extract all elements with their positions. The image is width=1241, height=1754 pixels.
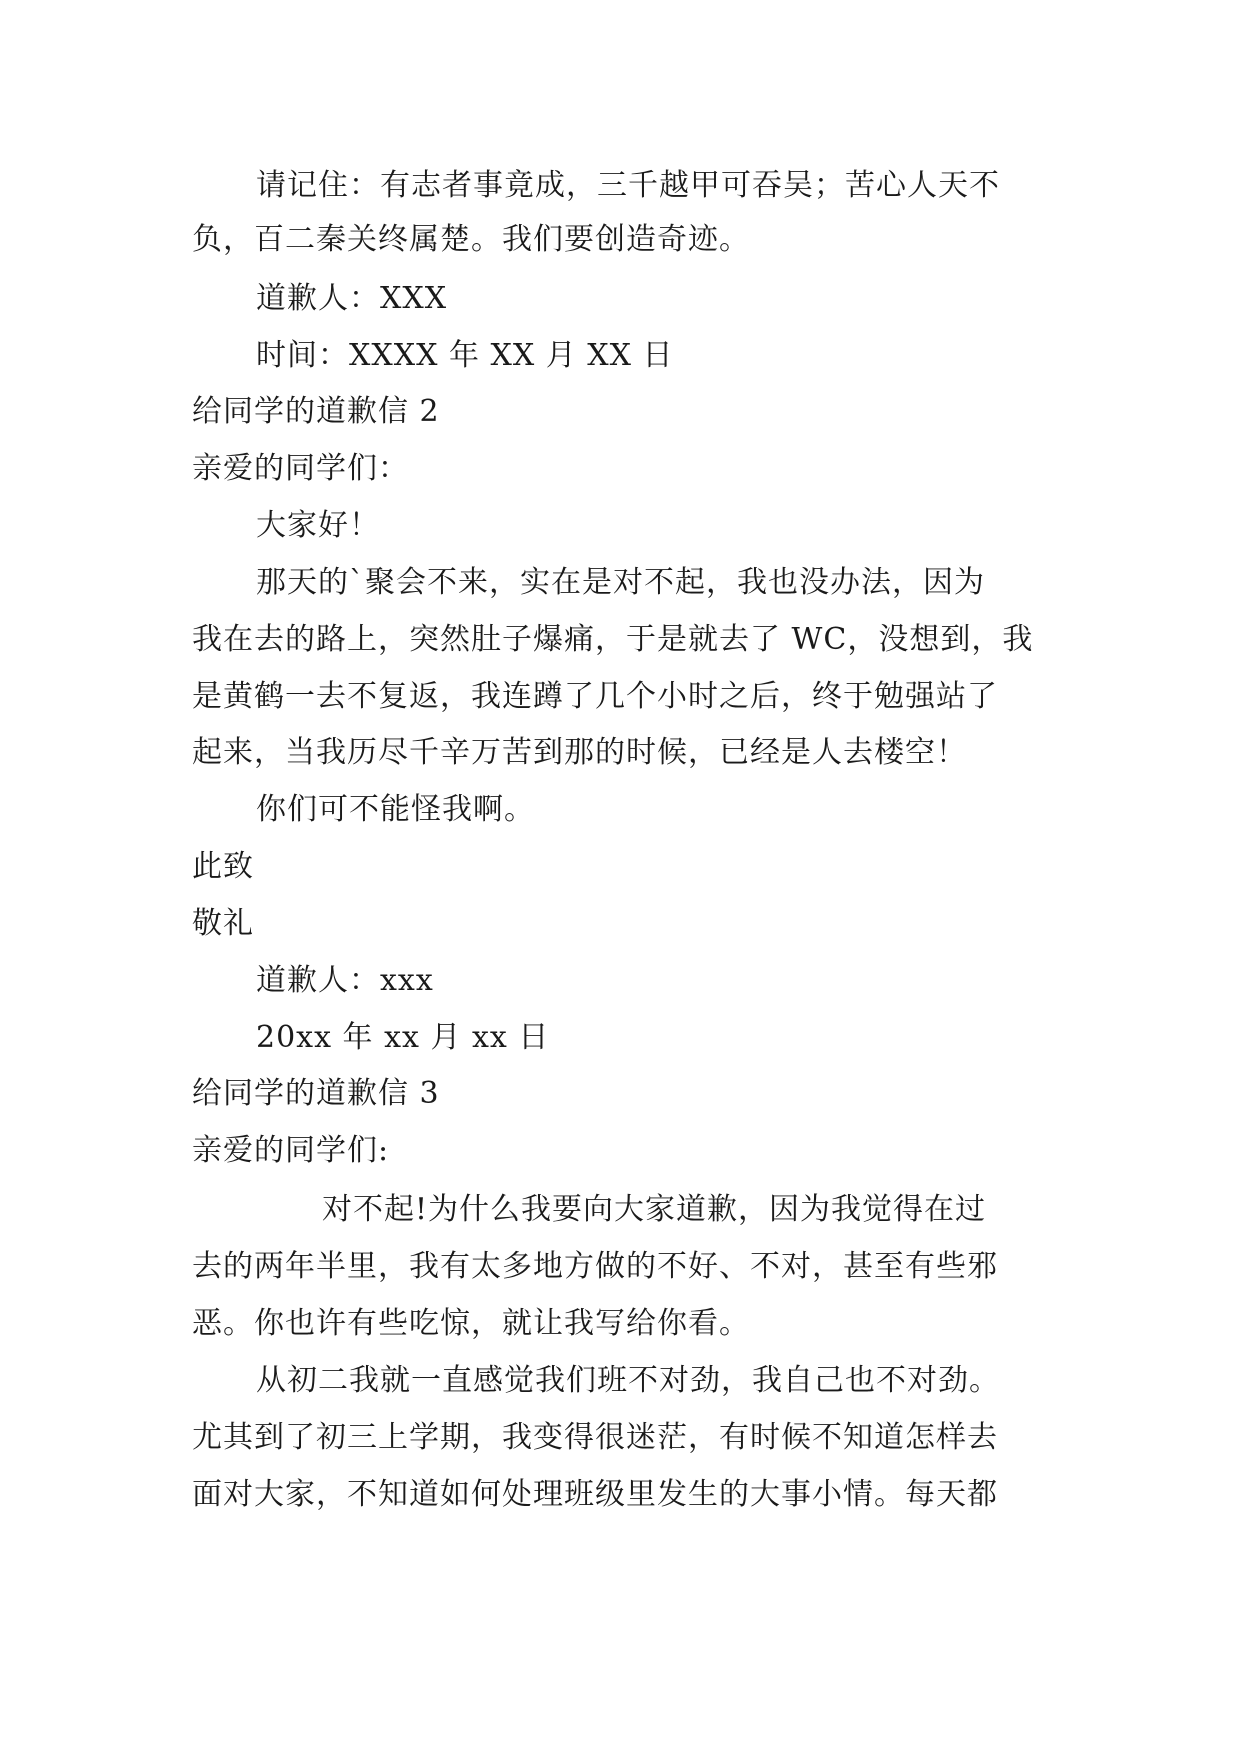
paragraph-line: 我在去的路上，突然肚子爆痛，于是就去了 WC，没想到，我 bbox=[192, 622, 1034, 657]
paragraph-line: 负，百二秦关终属楚。我们要创造奇迹。 bbox=[192, 222, 750, 257]
salutation: 亲爱的同学们： bbox=[192, 451, 409, 486]
paragraph-line: 去的两年半里，我有太多地方做的不好、不对，甚至有些邪 bbox=[192, 1249, 998, 1284]
paragraph-line: 起来，当我历尽千辛万苦到那的时候，已经是人去楼空！ bbox=[192, 735, 967, 770]
paragraph-line: 请记住：有志者事竟成，三千越甲可吞吴；苦心人天不 bbox=[256, 168, 1000, 203]
signature-apologizer: 道歉人：XXX bbox=[256, 281, 448, 316]
signature-date: 20xx 年 xx 月 xx 日 bbox=[256, 1020, 550, 1055]
paragraph-line: 你们可不能怪我啊。 bbox=[256, 792, 535, 827]
paragraph-line: 那天的`聚会不来，实在是对不起，我也没办法，因为 bbox=[256, 565, 985, 600]
paragraph-line: 面对大家，不知道如何处理班级里发生的大事小情。每天都 bbox=[192, 1477, 998, 1512]
signature-date: 时间：XXXX 年 XX 月 XX 日 bbox=[256, 338, 674, 373]
paragraph-line: 对不起!为什么我要向大家道歉，因为我觉得在过 bbox=[322, 1192, 987, 1227]
paragraph-line: 是黄鹤一去不复返，我连蹲了几个小时之后，终于勉强站了 bbox=[192, 679, 998, 714]
section-title: 给同学的道歉信 2 bbox=[192, 394, 440, 429]
greeting: 大家好！ bbox=[256, 508, 380, 543]
closing-regards: 敬礼 bbox=[192, 906, 254, 941]
paragraph-line: 从初二我就一直感觉我们班不对劲，我自己也不对劲。 bbox=[256, 1363, 1000, 1398]
paragraph-line: 尤其到了初三上学期，我变得很迷茫，有时候不知道怎样去 bbox=[192, 1420, 998, 1455]
signature-apologizer: 道歉人：xxx bbox=[256, 963, 434, 998]
section-title: 给同学的道歉信 3 bbox=[192, 1076, 440, 1111]
paragraph-line: 恶。你也许有些吃惊，就让我写给你看。 bbox=[192, 1306, 750, 1341]
closing: 此致 bbox=[192, 849, 254, 884]
salutation: 亲爱的同学们: bbox=[192, 1133, 390, 1168]
